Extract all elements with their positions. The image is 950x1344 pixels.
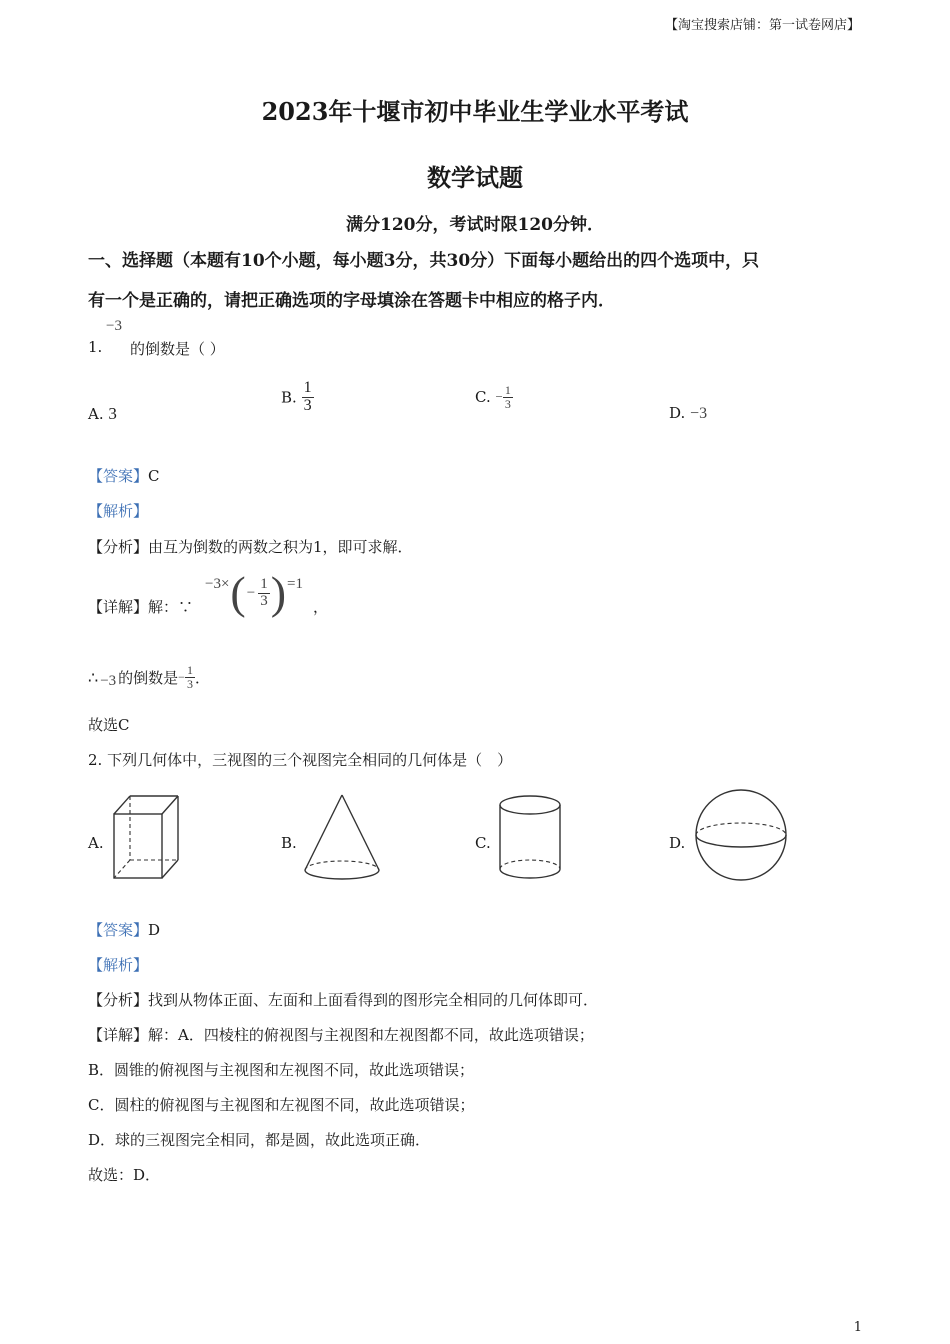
fraction: [258, 577, 270, 610]
minus-sign: −: [495, 389, 503, 405]
detail-tag: 【详解】: [88, 1026, 149, 1044]
q1-expression: −3: [106, 318, 122, 334]
option-label: D.: [669, 404, 686, 422]
q1-analysis-tag: 【解析】: [88, 502, 149, 520]
watermark: 【淘宝搜索店铺：第一试卷网店】: [664, 18, 860, 33]
therefore-end: ．: [194, 668, 210, 687]
therefore-text: 的倒数是: [118, 668, 179, 687]
q2-option-b-label: B.: [281, 834, 297, 852]
q2-analysis-tag: 【解析】: [88, 956, 149, 974]
answer-value: D: [148, 921, 161, 939]
fraction: [302, 380, 314, 415]
exam-info: 满分120分，考试时限120分钟．: [346, 215, 604, 235]
fenxi-text: 由互为倒数的两数之积为1，即可求解．: [148, 538, 413, 556]
q1-number: 1.: [88, 338, 103, 356]
option-label: B.: [281, 388, 297, 407]
q2-detail-line-4: D．球的三视图完全相同，都是圆，故此选项正确．: [88, 1131, 431, 1149]
answer-value: C: [148, 467, 160, 485]
paren-close: ): [270, 567, 287, 618]
fraction-denominator: 3: [260, 592, 268, 609]
q2-option-a-label: A.: [88, 834, 104, 852]
q1-answer: [88, 465, 160, 486]
q1-detail-prefix: [88, 596, 193, 617]
detail-prefix: 解：∵: [148, 598, 194, 616]
cylinder-icon: [496, 794, 564, 884]
fraction-numerator: 1: [504, 383, 511, 397]
q1-therefore-line: [88, 664, 210, 690]
q1-option-c: [475, 384, 513, 410]
fraction: [185, 664, 195, 690]
expr-right: =1: [287, 575, 304, 592]
q2-conclusion: 故选：D．: [88, 1166, 161, 1184]
q2-detail-line-2: B．圆锥的俯视图与主视图和左视图不同，故此选项错误；: [88, 1061, 475, 1079]
minus-sign: −: [178, 669, 185, 684]
cone-icon: [302, 792, 382, 884]
q1-stem: 的倒数是（ ）: [130, 340, 225, 358]
fraction-numerator: 1: [260, 575, 268, 592]
fraction-numerator: 1: [186, 663, 193, 677]
exam-subtitle: 数学试题: [427, 163, 523, 192]
option-value: −3: [690, 405, 708, 422]
detail-text: 解：A．四棱柱的俯视图与主视图和左视图都不同，故此选项错误；: [148, 1026, 594, 1044]
fraction: [503, 384, 513, 410]
q2-option-d-label: D.: [669, 834, 686, 852]
fenxi-tag: 【分析】: [88, 991, 149, 1009]
fraction-denominator: 3: [303, 396, 312, 414]
fenxi-text: 找到从物体正面、左面和上面看得到的图形完全相同的几何体即可．: [148, 991, 599, 1009]
sphere-icon: [693, 790, 791, 884]
fraction-numerator: 1: [303, 379, 312, 396]
detail-tag: 【详解】: [88, 598, 149, 616]
therefore-value: −3: [100, 672, 117, 689]
option-label: A.: [88, 405, 104, 423]
answer-tag: 【答案】: [88, 467, 149, 485]
exam-title: 2023年十堰市初中毕业生学业水平考试: [261, 97, 689, 126]
q2-option-c-label: C.: [475, 834, 491, 852]
q2-detail-line-3: C．圆柱的俯视图与主视图和左视图不同，故此选项错误；: [88, 1096, 475, 1114]
q1-option-d: [669, 404, 707, 423]
q1-fenxi: [88, 536, 413, 557]
expr-sign: −: [246, 584, 256, 601]
cube-icon: [108, 792, 184, 882]
expr-left: −3×: [205, 575, 230, 592]
fraction-denominator: 3: [186, 676, 193, 691]
section-instructions-line1: 一、选择题（本题有10个小题，每小题3分，共30分）下面每小题给出的四个选项中，只: [88, 251, 760, 271]
option-value: 3: [108, 404, 117, 423]
q2-detail-line-1: [88, 1024, 594, 1045]
answer-tag: 【答案】: [88, 921, 149, 939]
q2-answer: [88, 919, 160, 940]
q1-conclusion: 故选C: [88, 716, 130, 734]
option-label: C.: [475, 388, 491, 407]
fraction-denominator: 3: [504, 396, 511, 411]
q2-stem: 2. 下列几何体中，三视图的三个视图完全相同的几何体是（ ）: [88, 751, 513, 769]
q1-option-b: [281, 380, 314, 415]
fenxi-tag: 【分析】: [88, 538, 149, 556]
q1-detail-expression: [205, 567, 304, 618]
section-instructions-line2: 有一个是正确的，请把正确选项的字母填涂在答题卡中相应的格子内．: [88, 291, 615, 311]
therefore-symbol: ∴: [88, 667, 99, 687]
page-number: 1: [853, 1320, 862, 1335]
q2-fenxi: [88, 989, 598, 1010]
q1-option-a: [88, 404, 117, 424]
q1-detail-comma: ，: [313, 598, 329, 616]
paren-open: (: [230, 567, 246, 618]
